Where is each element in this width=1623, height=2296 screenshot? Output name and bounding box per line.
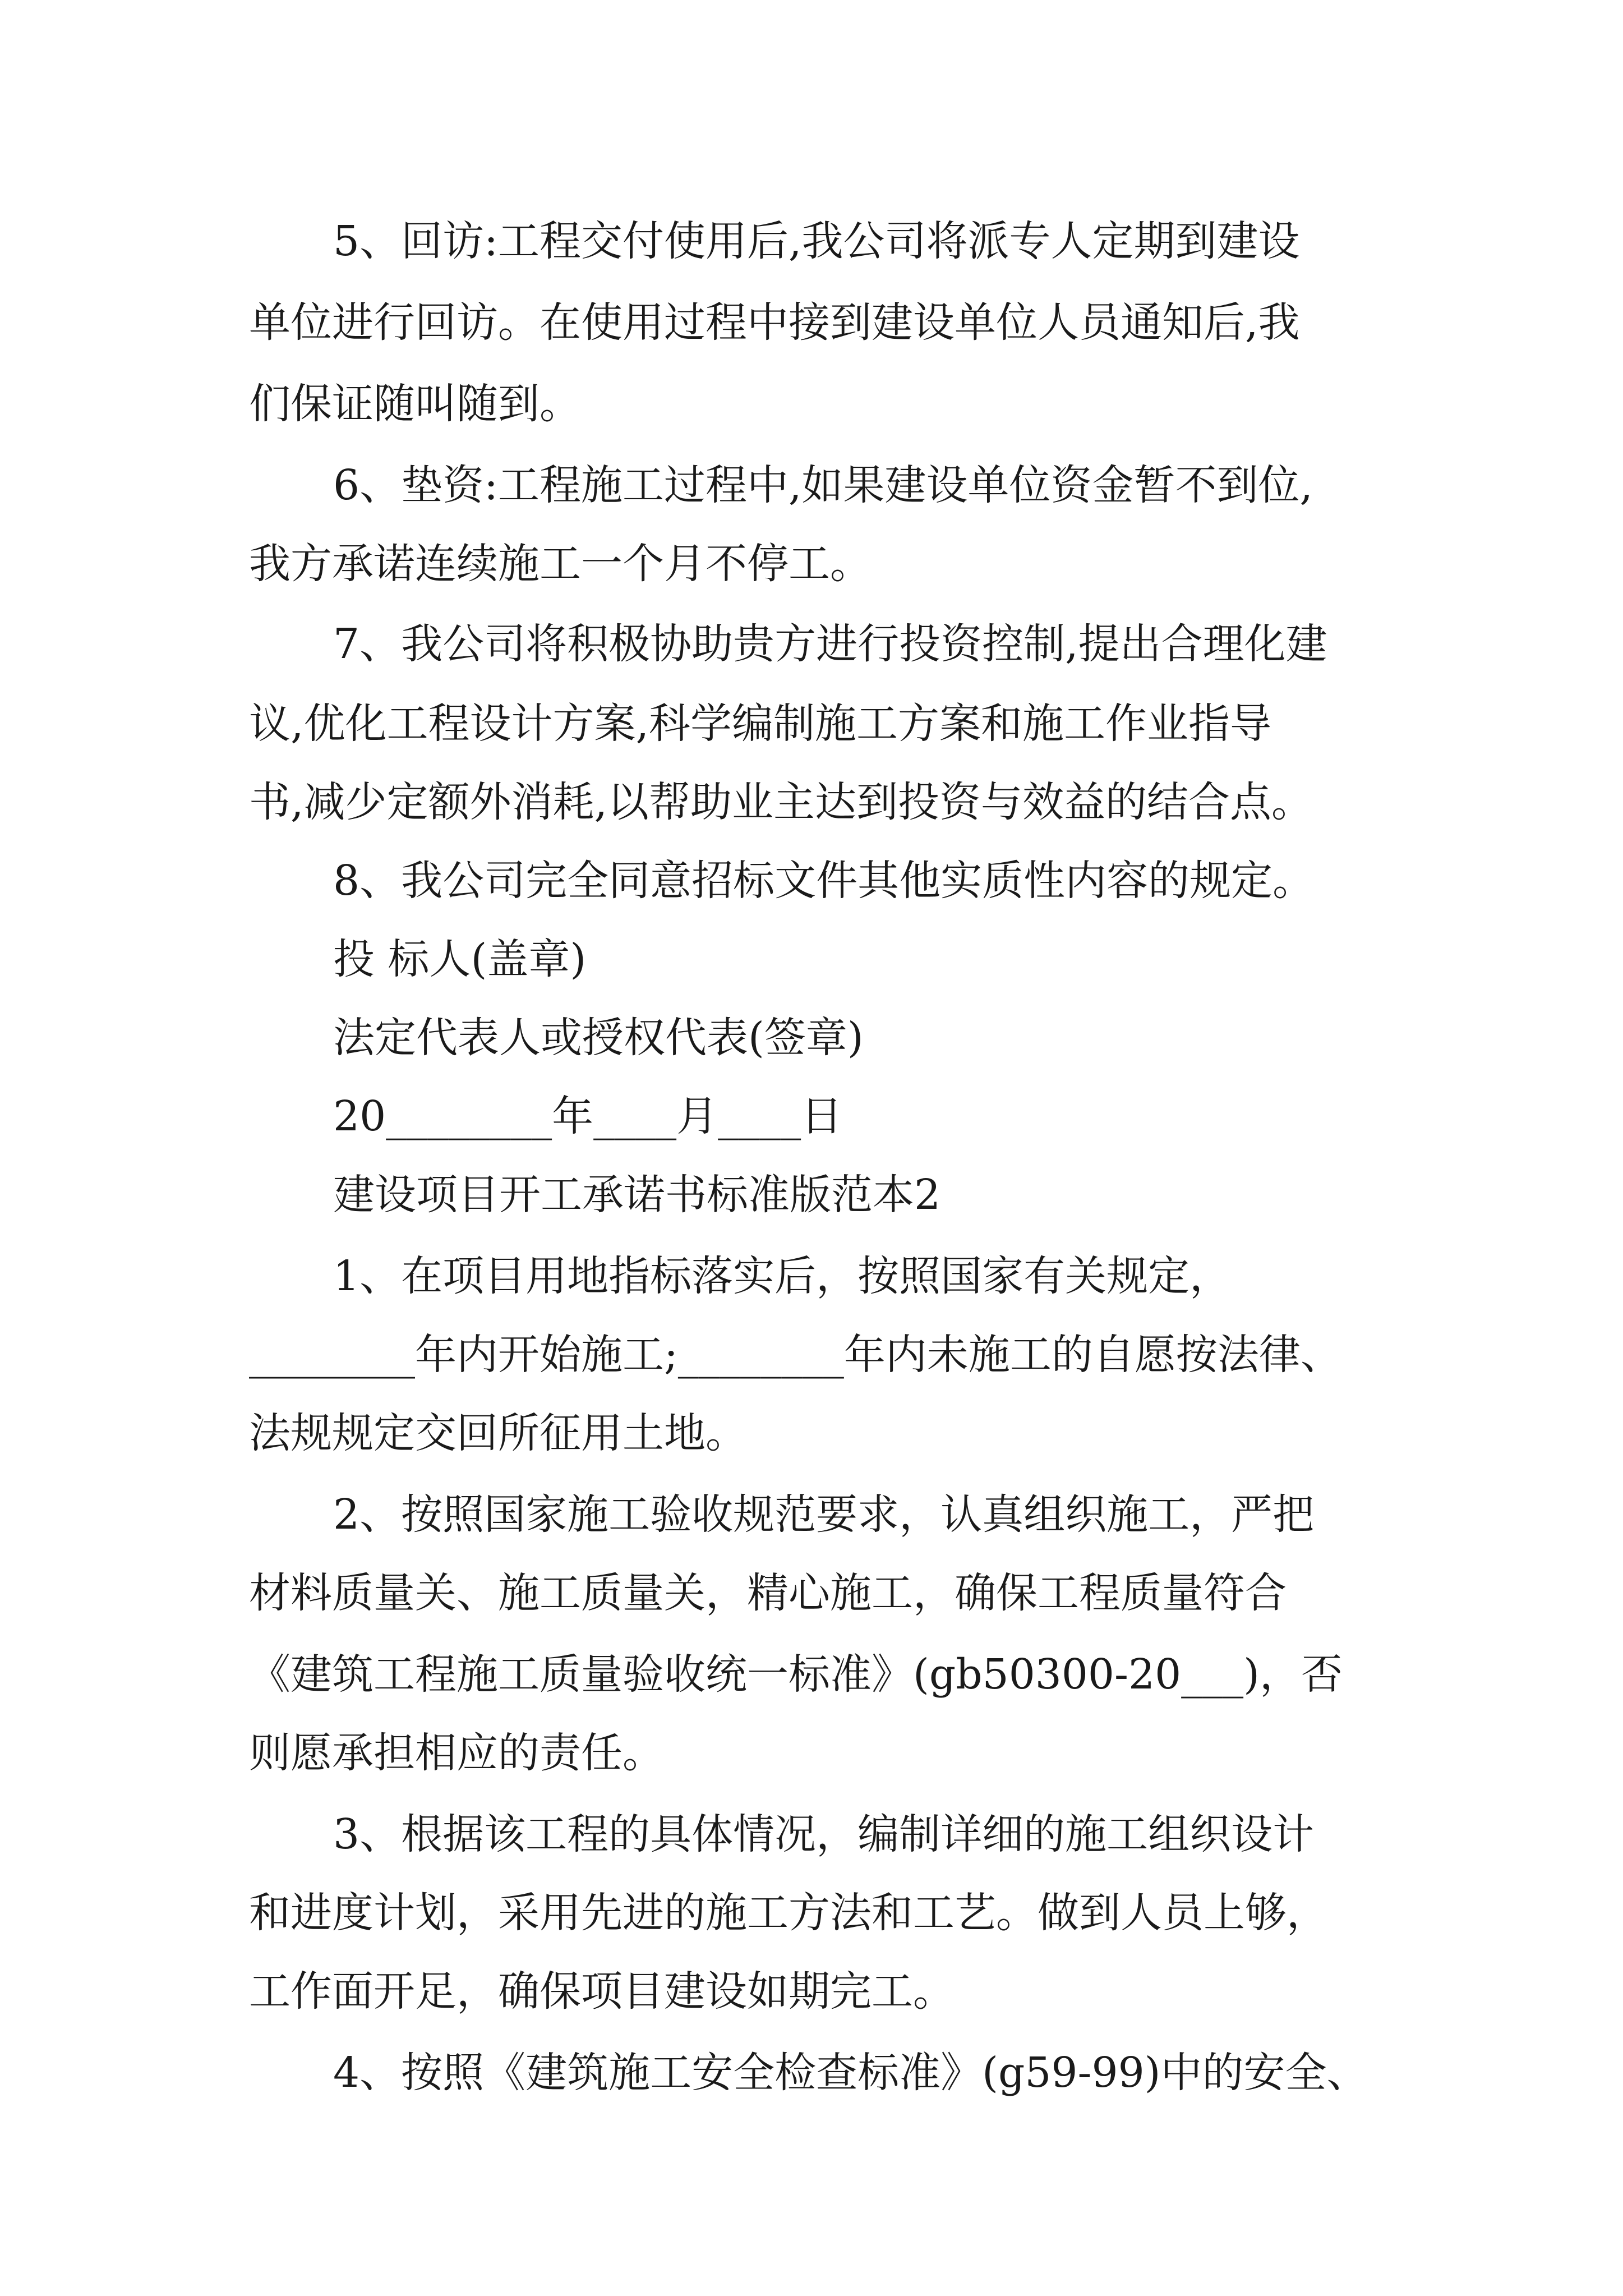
paragraph-5-line-1: 5、回访:工程交付使用后,我公司将派专人定期到建设 [333,217,1300,265]
item-1-line-2: ________年内开始施工;________年内未施工的自愿按法律、 [249,1331,1342,1379]
item-3-line-3: 工作面开足，确保项目建设如期完工。 [249,1967,955,2016]
item-3-line-2: 和进度计划，采用先进的施工方法和工艺。做到人员上够， [249,1889,1328,1937]
item-1-line-1: 1、在项目用地指标落实后，按照国家有关规定， [333,1252,1232,1300]
item-2-line-4: 则愿承担相应的责任。 [249,1729,664,1777]
paragraph-8: 8、我公司完全同意招标文件其他实质性内容的规定。 [333,857,1315,905]
paragraph-6-line-2: 我方承诺连续施工一个月不停工。 [249,540,872,588]
item-3-line-1: 3、根据该工程的具体情况，编制详细的施工组织设计 [333,1810,1315,1858]
item-2-line-3: 《建筑工程施工质量验收统一标准》(gb50300-20___)，否 [249,1650,1343,1699]
paragraph-6-line-1: 6、垫资:工程施工过程中,如果建设单位资金暂不到位, [333,461,1313,509]
item-1-line-3: 法规规定交回所征用土地。 [249,1409,747,1457]
paragraph-7-line-3: 书,减少定额外消耗,以帮助业主达到投资与效益的结合点。 [249,778,1313,826]
paragraph-7-line-2: 议,优化工程设计方案,科学编制施工方案和施工作业指导 [249,700,1272,748]
paragraph-5-line-3: 们保证随叫随到。 [249,380,581,428]
paragraph-5-line-2: 单位进行回访。在使用过程中接到建设单位人员通知后,我 [249,298,1300,347]
paragraph-7-line-1: 7、我公司将积极协助贵方进行投资控制,提出合理化建 [333,620,1327,668]
legal-representative-line: 法定代表人或授权代表(签章) [333,1014,864,1062]
section-title: 建设项目开工承诺书标准版范本2 [333,1171,941,1219]
date-line: 20________年____月____日 [333,1092,843,1140]
item-4-line-1: 4、按照《建筑施工安全检查标准》(g59-99)中的安全、 [333,2049,1368,2097]
bidder-seal-line: 投 标人(盖章) [333,935,587,983]
item-2-line-2: 材料质量关、施工质量关，精心施工，确保工程质量符合 [249,1569,1287,1617]
item-2-line-1: 2、按照国家施工验收规范要求，认真组织施工，严把 [333,1490,1315,1539]
